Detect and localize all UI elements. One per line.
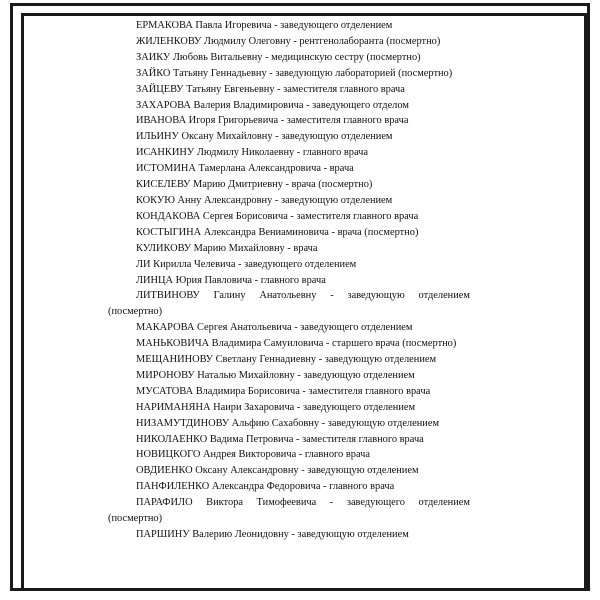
list-item: МАНЬКОВИЧА Владимира Самуиловича - старшего врача (посмертно) [136, 338, 457, 350]
list-item: ИСТОМИНА Тамерлана Александровича - врача [136, 163, 354, 175]
list-item: НИКОЛАЕНКО Вадима Петровича - заместителя главного врача [136, 433, 424, 445]
list-item: КИСЕЛЕВУ Марию Дмитриевну - врача (посмертно) [136, 179, 373, 191]
list-item: ЛИТВИНОВУ Галину Анатольевну - заведующую отделением (посмертно) [108, 290, 470, 318]
list-item: ЕРМАКОВА Павла Игоревича - заведующего отделением [136, 20, 393, 31]
list-item: ПАРШИНУ Валерию Леонидовну - заведующую отделением [136, 529, 409, 540]
list-item: МЕЩАНИНОВУ Светлану Геннадиевну - заведующую отделением [136, 354, 437, 366]
list-item: ПАРАФИЛО Виктора Тимофеевича - заведующего отделением (посмертно) [108, 497, 470, 525]
list-item: ИСАНКИНУ Людмилу Николаевну - главного врача [136, 147, 368, 159]
list-item: МУСАТОВА Владимира Борисовича - заместителя главного врача [136, 385, 431, 397]
document-body [108, 18, 470, 543]
list-item: ЖИЛЕНКОВУ Людмилу Олеговну - рентгенолаборанта (посмертно) [136, 35, 441, 47]
list-item: ОВДИЕНКО Оксану Александровну - заведующую отделением [136, 465, 419, 477]
list-item: КОКУЮ Анну Александровну - заведующую отделением [136, 194, 393, 206]
list-item: ПАНФИЛЕНКО Александра Федоровича - главного врача [136, 481, 395, 493]
list-item: ЗАЙЦЕВУ Татьяну Евгеньевну - заместителя главного врача [136, 83, 405, 95]
list-item: НИЗАМУТДИНОВУ Альфию Сахабовну - заведующую отделением [136, 417, 440, 429]
list-item: МАКАРОВА Сергея Анатольевича - заведующего отделением [136, 322, 413, 334]
list-item: КОНДАКОВА Сергея Борисовича - заместителя главного врача [136, 210, 419, 222]
list-item: ЛИНЦА Юрия Павловича - главного врача [136, 274, 326, 286]
list-item: НАРИМАНЯНА Наири Захаровича - заведующего отделением [136, 401, 416, 413]
list-item: МИРОНОВУ Наталью Михайловну - заведующую отделением [136, 369, 415, 381]
list-item: ЛИ Кирилла Челевича - заведующего отделением [136, 258, 357, 270]
list-item: ЗАХАРОВА Валерия Владимировича - заведующего отделом [136, 99, 409, 111]
list-item: НОВИЦКОГО Андрея Викторовича - главного врача [136, 449, 370, 461]
list-item: КУЛИКОВУ Марию Михайловну - врача [136, 242, 318, 254]
list-item: ИЛЬИНУ Оксану Михайловну - заведующую отделением [136, 131, 393, 143]
list-item: ЗАЙКО Татьяну Геннадьевну - заведующую лабораторией (посмертно) [136, 67, 453, 79]
list-item: ИВАНОВА Игоря Григорьевича - заместителя главного врача [136, 115, 409, 127]
list-item: ЗАИКУ Любовь Витальевну - медицинскую сестру (посмертно) [136, 51, 421, 63]
list-item: КОСТЫГИНА Александра Вениаминовича - врача (посмертно) [136, 226, 419, 238]
